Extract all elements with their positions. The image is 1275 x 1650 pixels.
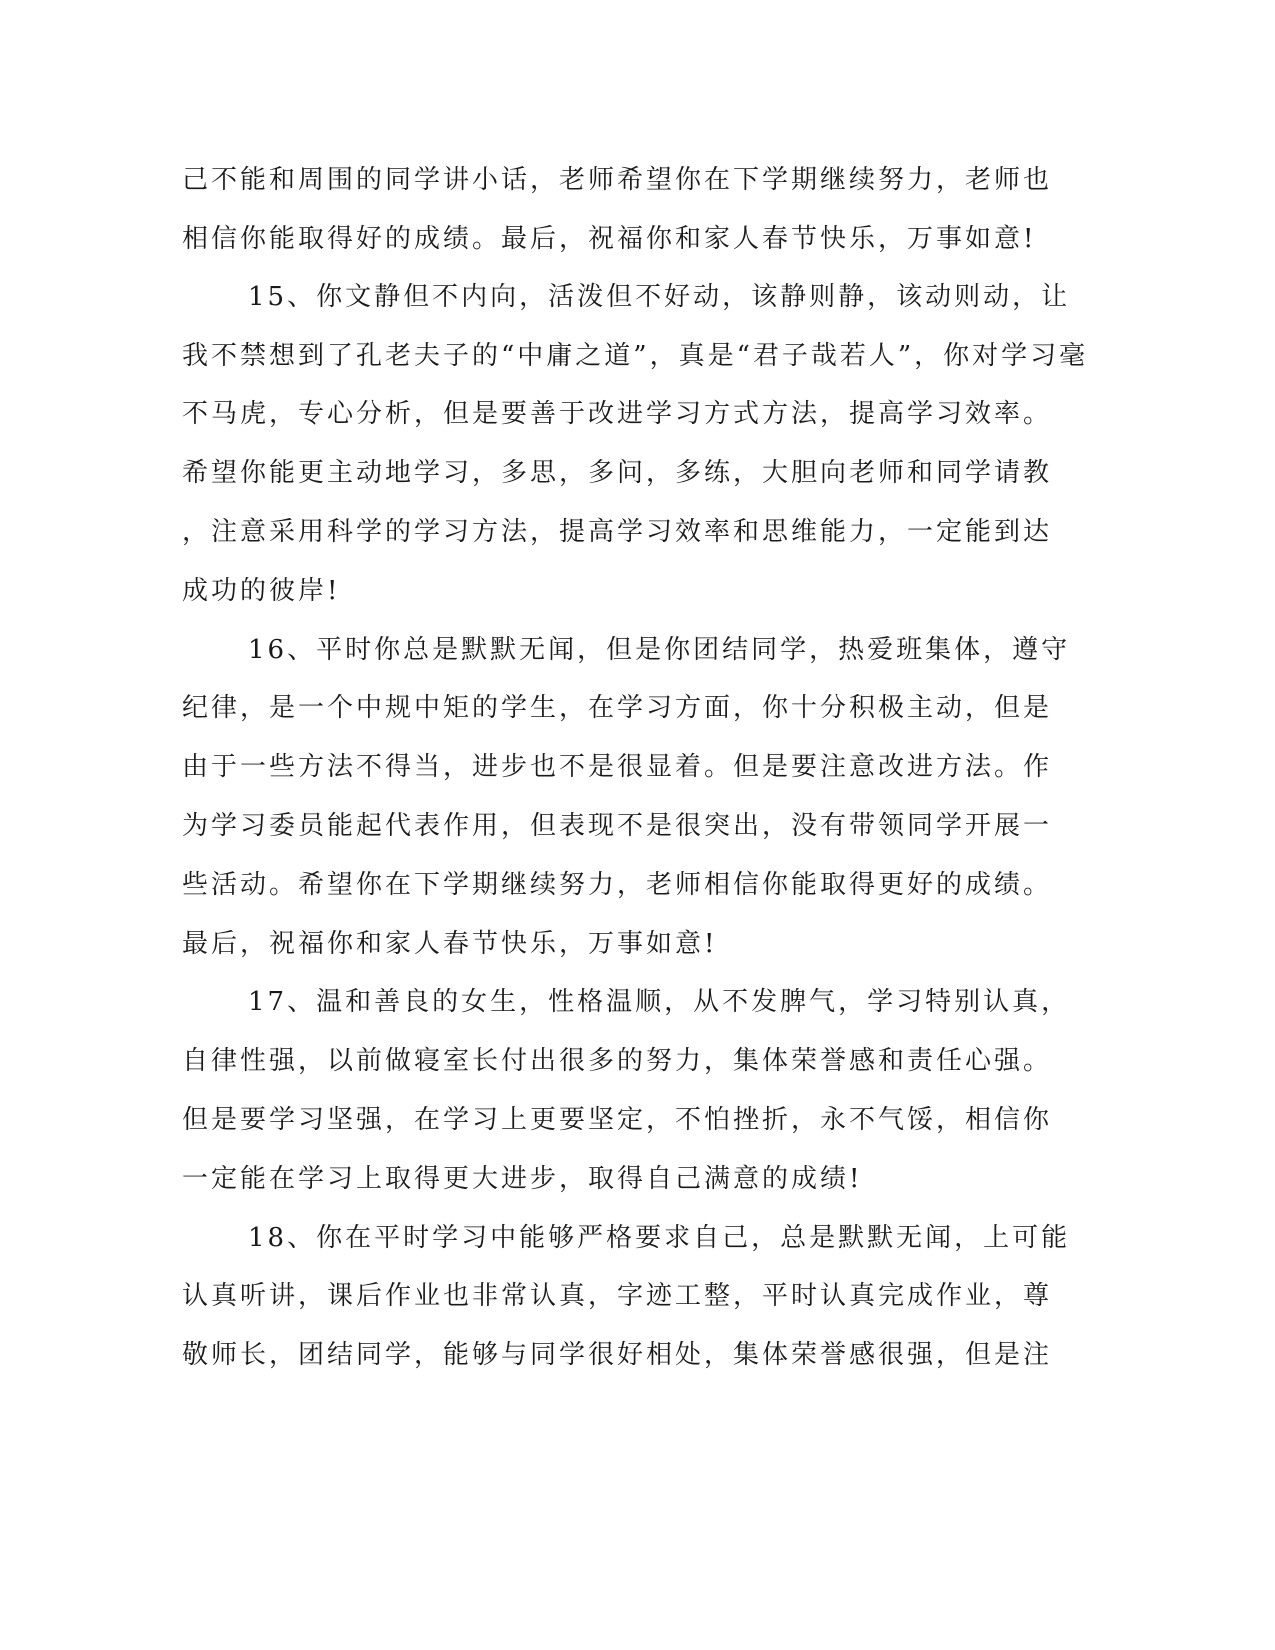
text-line: 我不禁想到了孔老夫子的“中庸之道”，真是“君子哉若人”，你对学习毫 <box>182 341 1089 371</box>
text-line: 但是要学习坚强，在学习上更要坚定，不怕挫折，永不气馁，相信你 <box>182 1105 1053 1135</box>
text-line: 敬师长，团结同学，能够与同学很好相处，集体荣誉感很强，但是注 <box>182 1340 1053 1370</box>
text-line: 最后，祝福你和家人春节快乐，万事如意! <box>182 929 718 959</box>
paragraph-17-start: 17、温和善良的女生，性格温顺，从不发脾气，学习特别认真， <box>248 987 1071 1017</box>
paragraph-18-start: 18、你在平时学习中能够严格要求自己，总是默默无闻，上可能 <box>248 1223 1071 1253</box>
text-line: ，注意采用科学的学习方法，提高学习效率和思维能力，一定能到达 <box>182 517 1053 547</box>
text-line: 为学习委员能起代表作用，但表现不是很突出，没有带领同学开展一 <box>182 811 1053 841</box>
text-line: 纪律，是一个中规中矩的学生，在学习方面，你十分积极主动，但是 <box>182 693 1053 723</box>
text-line: 希望你能更主动地学习，多思，多问，多练，大胆向老师和同学请教 <box>182 458 1053 488</box>
text-line: 些活动。希望你在下学期继续努力，老师相信你能取得更好的成绩。 <box>182 870 1053 900</box>
paragraph-15-start: 15、你文静但不内向，活泼但不好动，该静则静，该动则动，让 <box>248 282 1071 312</box>
text-line: 不马虎，专心分析，但是要善于改进学习方式方法，提高学习效率。 <box>182 399 1053 429</box>
text-line: 由于一些方法不得当，进步也不是很显着。但是要注意改进方法。作 <box>182 752 1053 782</box>
text-line: 相信你能取得好的成绩。最后，祝福你和家人春节快乐，万事如意! <box>182 224 1037 254</box>
text-line: 认真听讲，课后作业也非常认真，字迹工整，平时认真完成作业，尊 <box>182 1281 1053 1311</box>
paragraph-16-start: 16、平时你总是默默无闻，但是你团结同学，热爱班集体，遵守 <box>248 635 1071 665</box>
text-line: 成功的彼岸! <box>182 576 341 606</box>
text-line: 一定能在学习上取得更大进步，取得自己满意的成绩! <box>182 1164 863 1194</box>
text-line: 己不能和周围的同学讲小话，老师希望你在下学期继续努力，老师也 <box>182 165 1053 195</box>
text-line: 自律性强，以前做寝室长付出很多的努力，集体荣誉感和责任心强。 <box>182 1046 1053 1076</box>
